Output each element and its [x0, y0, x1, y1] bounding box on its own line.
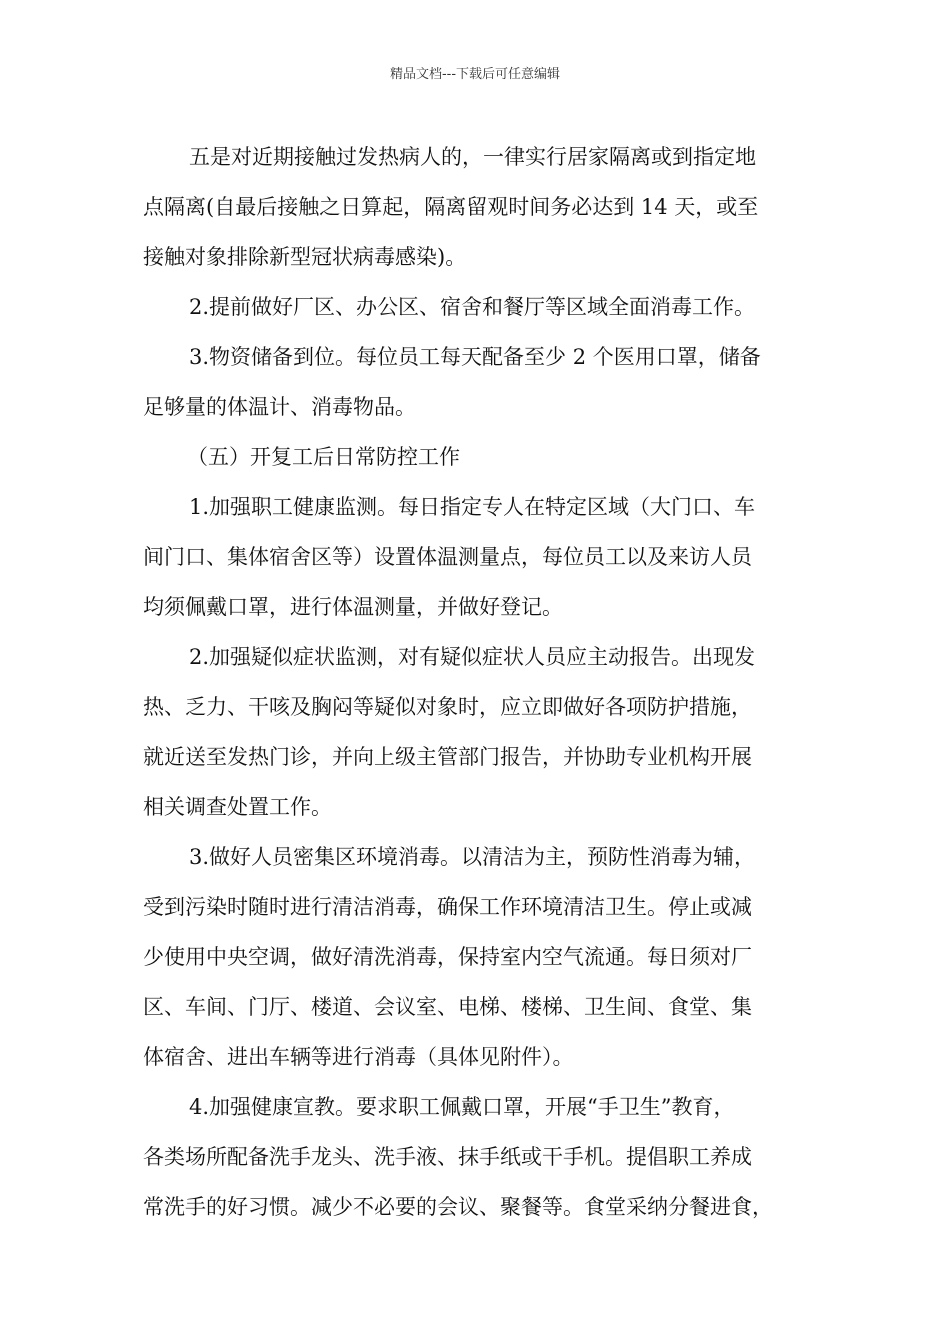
paragraph-supplies [143, 332, 807, 432]
text-line: 热、乏力、干咳及胸闷等疑似对象时，应立即做好各项防护措施， [143, 695, 752, 719]
paragraph-health-monitoring [143, 482, 807, 632]
text-line: 3.做好人员密集区环境消毒。以清洁为主，预防性消毒为辅， [189, 845, 756, 869]
paragraph-health-education [143, 1082, 807, 1232]
text-line: 1.加强职工健康监测。每日指定专人在特定区域（大门口、车 [189, 495, 756, 519]
section-heading-text: （五）开复工后日常防控工作 [187, 445, 460, 469]
text-line: 4.加强健康宣教。要求职工佩戴口罩，开展“手卫生”教育， [189, 1095, 735, 1119]
text-line: 就近送至发热门诊，并向上级主管部门报告，并协助专业机构开展 [143, 745, 752, 769]
text-line: 3.物资储备到位。每位员工每天配备至少 2 个医用口罩，储备 [189, 345, 761, 369]
text-line: 体宿舍、进出车辆等进行消毒（具体见附件）。 [143, 1045, 574, 1069]
text-line: 各类场所配备洗手龙头、洗手液、抹手纸或干手机。提倡职工养成 [143, 1145, 752, 1169]
text-line: 2.提前做好厂区、办公区、宿舍和餐厅等区域全面消毒工作。 [189, 295, 756, 319]
text-line: 点隔离(自最后接触之日算起，隔离留观时间务必达到 14 天，或至 [143, 195, 759, 219]
paragraph-symptom-monitoring [143, 632, 807, 832]
page-header: 精品文档---下载后可任意编辑 [389, 67, 561, 82]
text-line: 区、车间、门厅、楼道、会议室、电梯、楼梯、卫生间、食堂、集 [143, 995, 752, 1019]
text-line: 2.加强疑似症状监测，对有疑似症状人员应主动报告。出现发 [189, 645, 756, 669]
text-line: 少使用中央空调，做好清洗消毒，保持室内空气流通。每日须对厂 [143, 945, 752, 969]
text-line: 足够量的体温计、消毒物品。 [143, 395, 416, 419]
text-line: 均须佩戴口罩，进行体温测量，并做好登记。 [143, 595, 563, 619]
paragraph-disinfection-prep [143, 282, 807, 332]
text-line: 间门口、集体宿舍区等）设置体温测量点，每位员工以及来访人员 [143, 545, 752, 569]
text-line: 常洗手的好习惯。减少不必要的会议、聚餐等。食堂采纳分餐进食， [143, 1195, 773, 1219]
text-line: 受到污染时随时进行清洁消毒，确保工作环境清洁卫生。停止或减 [143, 895, 752, 919]
document-body [143, 132, 807, 1232]
paragraph-environment-disinfection [143, 832, 807, 1082]
text-line: 接触对象排除新型冠状病毒感染)。 [143, 245, 467, 269]
section-heading [143, 432, 807, 482]
text-line: 五是对近期接触过发热病人的，一律实行居家隔离或到指定地 [189, 145, 756, 169]
text-line: 相关调查处置工作。 [143, 795, 332, 819]
paragraph-isolation [143, 132, 807, 282]
